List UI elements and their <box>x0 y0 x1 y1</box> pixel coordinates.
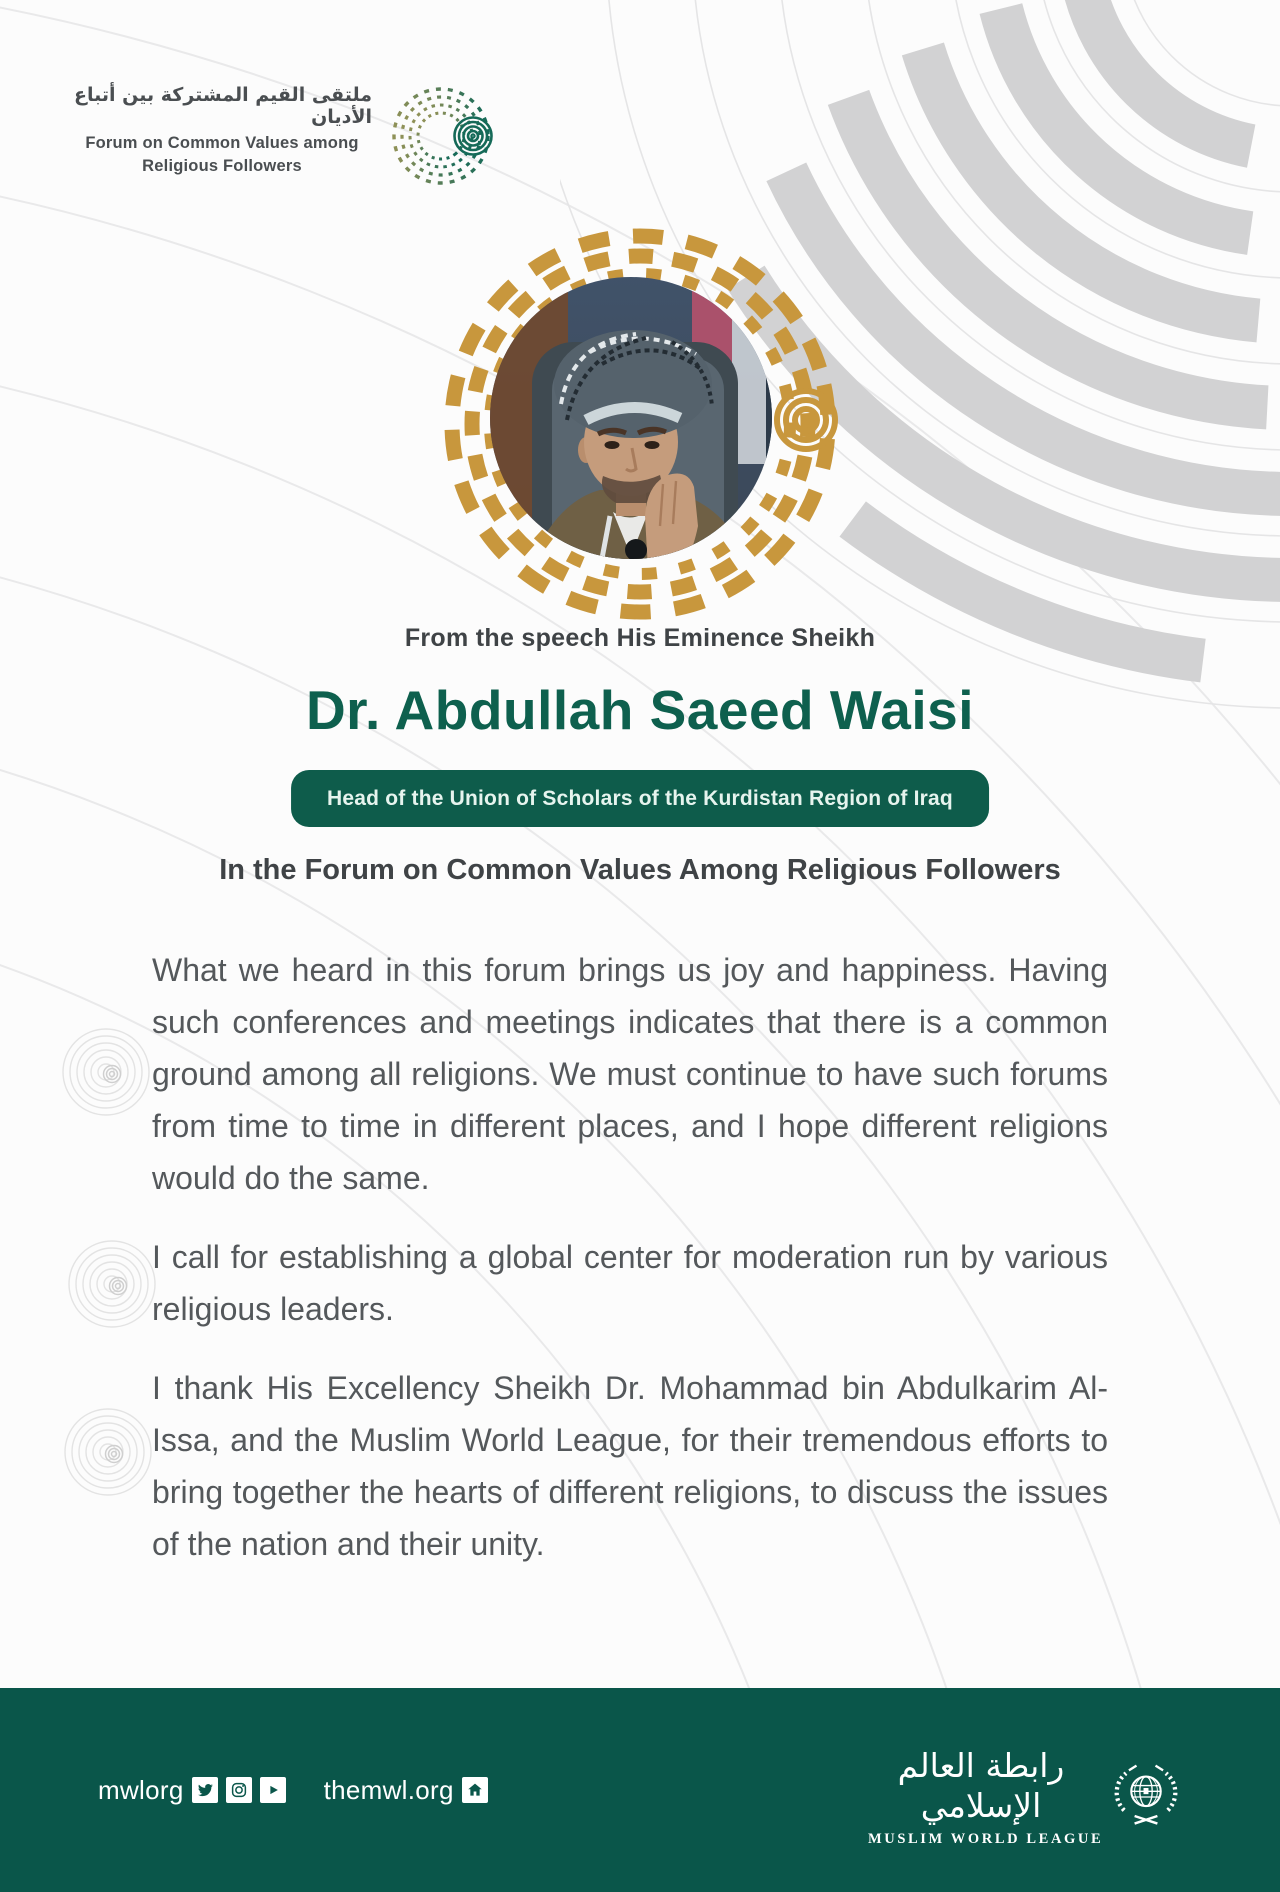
forum-logo-text <box>72 84 372 178</box>
quote-body <box>152 944 1108 1597</box>
footer-bar <box>0 1688 1280 1892</box>
quote-paragraph: I call for establishing a global center for moderation run by various religious leaders. <box>152 1239 1108 1327</box>
mwl-name-english: MUSLIM WORLD LEAGUE <box>868 1831 1104 1848</box>
event-title: In the Forum on Common Values Among Religious Followers <box>219 854 1061 886</box>
youtube-icon[interactable] <box>260 1777 286 1803</box>
twitter-icon[interactable] <box>192 1777 218 1803</box>
speaker-portrait <box>440 224 840 624</box>
forum-title-arabic: ملتقى القيم المشتركة بين أتباع الأديان <box>74 84 372 128</box>
social-handle[interactable]: mwlorg <box>98 1774 184 1805</box>
kicker-line: From the speech His Eminence Sheikh <box>404 624 876 652</box>
home-icon[interactable] <box>462 1777 488 1803</box>
forum-title-english: Forum on Common Values among Religious Followers <box>85 134 359 176</box>
footer-links <box>98 1774 488 1806</box>
mwl-logo-text <box>868 1746 1104 1848</box>
mwl-emblem-icon <box>1108 1759 1184 1835</box>
speaker-role-badge: Head of the Union of Scholars of the Kurdistan Region of Iraq <box>291 770 989 827</box>
quote-paragraph: What we heard in this forum brings us joy and happiness. Having such conferences and meetings indicates that there is a common ground among all religions. We must continue to have such forums from time to time in different places, and I hope different religions would do the same. <box>152 952 1108 1196</box>
mwl-name-arabic: رابطة العالم الإسلامي <box>897 1746 1065 1825</box>
instagram-icon[interactable] <box>226 1777 252 1803</box>
speaker-name: Dr. Abdullah Saeed Waisi <box>305 679 975 741</box>
website-link[interactable]: themwl.org <box>323 1774 454 1805</box>
mwl-logo <box>868 1746 1184 1848</box>
quote-paragraph: I thank His Excellency Sheikh Dr. Mohammad bin Abdulkarim Al-Issa, and the Muslim World League, for their tremendous efforts to bring together the hearts of different religions, to discuss the issues of the nation and their unity. <box>152 1370 1108 1562</box>
forum-logo-icon <box>388 70 498 206</box>
ripple-watermarks <box>63 1029 155 1495</box>
